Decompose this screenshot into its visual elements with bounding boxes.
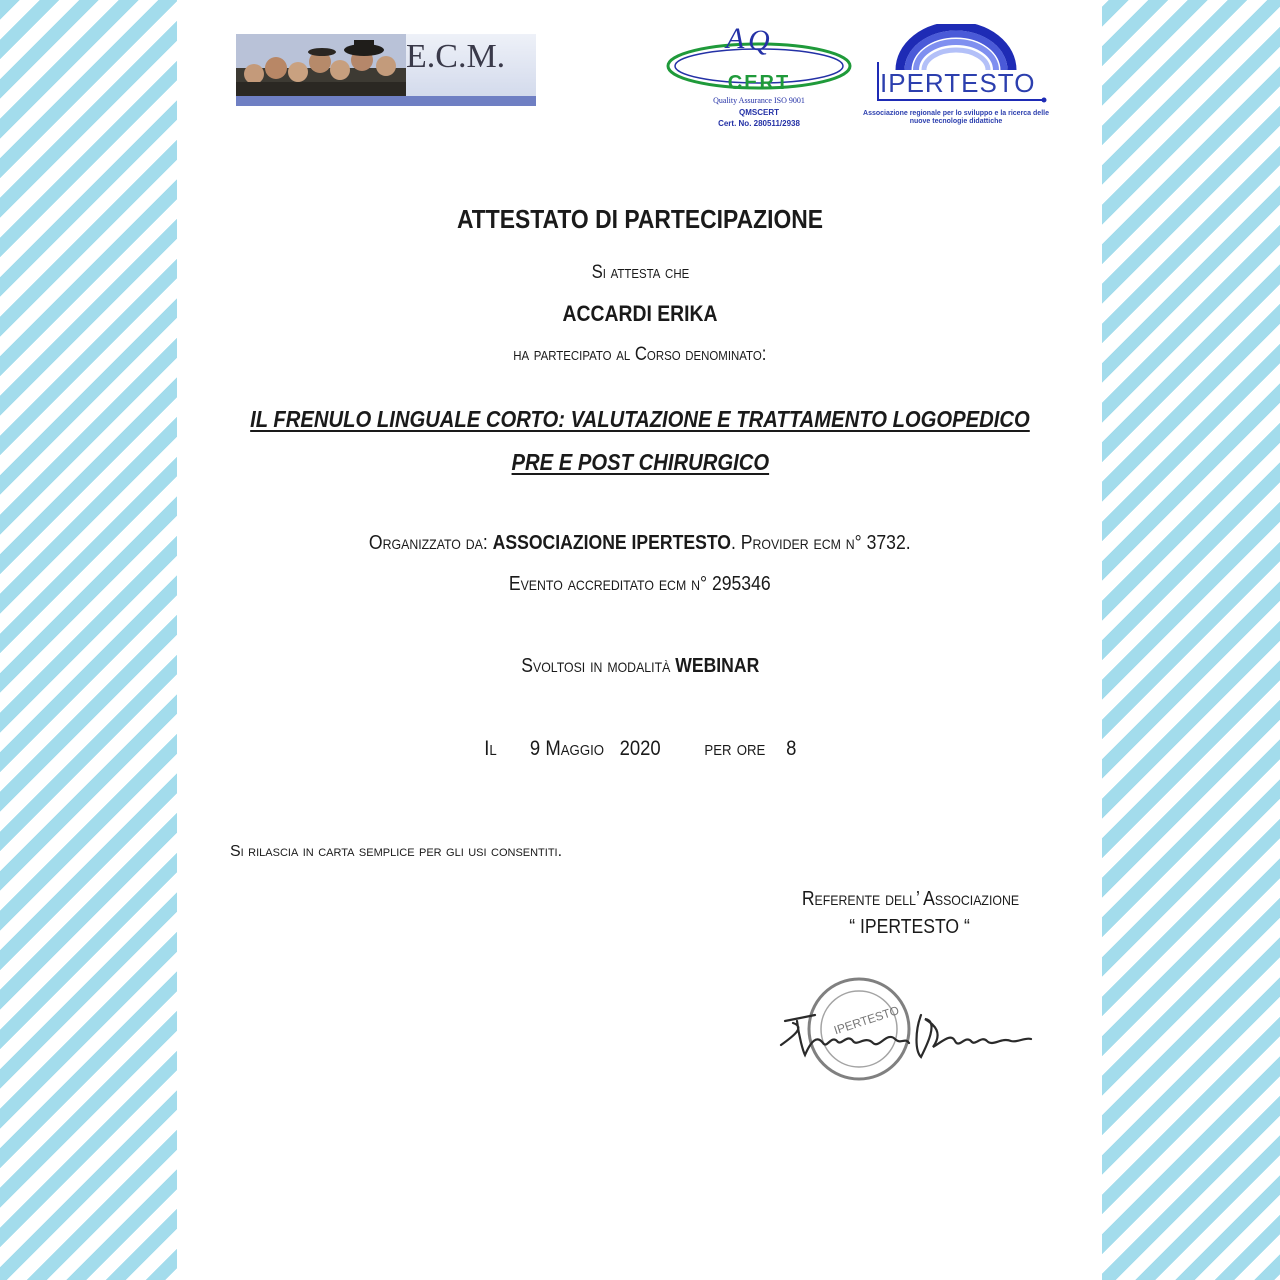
event-label: Evento accreditato ecm n° bbox=[509, 573, 708, 595]
course-title-line2: PRE E POST CHIRURGICO bbox=[511, 449, 769, 475]
participated-line: ha partecipato al Corso denominato: bbox=[513, 344, 767, 365]
svg-text:A: A bbox=[726, 22, 745, 55]
organizer-name: ASSOCIAZIONE IPERTESTO bbox=[492, 532, 732, 554]
event-line bbox=[0, 573, 1280, 596]
ipertesto-logo bbox=[852, 24, 1057, 132]
ipertesto-logo-tagline: Associazione regionale per lo sviluppo e la ricerca delle nuove tecnologie didattiche bbox=[863, 110, 1049, 125]
date-month: Maggio bbox=[544, 737, 604, 760]
mode-label: Svoltosi in modalità bbox=[520, 655, 671, 677]
qcert-line2: QMSCERT bbox=[739, 108, 779, 117]
hours-label: per ore bbox=[704, 737, 765, 760]
qcert-line3: Cert. No. 280511/2938 bbox=[718, 119, 800, 128]
stamp-text: IPERTESTO bbox=[832, 1003, 901, 1038]
qcert-line1: Quality Assurance ISO 9001 bbox=[713, 96, 805, 105]
referent-line1: Referente dell’ Associazione bbox=[801, 888, 1019, 910]
hours-value: 8 bbox=[785, 737, 797, 760]
certificate-title: ATTESTATO DI PARTECIPAZIONE bbox=[456, 204, 824, 234]
date-year: 2020 bbox=[619, 737, 661, 760]
svg-text:Q: Q bbox=[748, 24, 770, 57]
signature-stamp bbox=[775, 975, 1035, 1095]
provider-label: . Provider ecm n° bbox=[731, 532, 862, 554]
date-prefix: Il bbox=[483, 737, 497, 760]
organizer-line bbox=[0, 532, 1280, 555]
ecm-logo-text: E.C.M. bbox=[406, 38, 506, 75]
release-note: Si rilascia in carta semplice per gli usi consentiti. bbox=[230, 843, 563, 860]
participant-name: ACCARDI ERIKA bbox=[562, 301, 718, 326]
ecm-logo-bar bbox=[236, 96, 536, 106]
course-title-line1: IL FRENULO LINGUALE CORTO: VALUTAZIONE E TRATTAMENTO LOGOPEDICO bbox=[250, 406, 1030, 432]
date-day: 9 bbox=[529, 737, 540, 760]
provider-number: 3732. bbox=[866, 532, 911, 554]
date-line bbox=[0, 737, 1280, 761]
mode-line bbox=[0, 655, 1280, 678]
qcert-logo bbox=[664, 14, 854, 132]
attests-line: Si attesta che bbox=[591, 262, 689, 283]
event-number: 295346 bbox=[712, 573, 771, 595]
ecm-logo bbox=[236, 34, 536, 106]
ipertesto-logo-name: IPERTESTO bbox=[880, 68, 1036, 98]
qcert-mark: CERT bbox=[727, 72, 791, 94]
organized-label: Organizzato da: bbox=[369, 532, 488, 554]
referent-line2: “ IPERTESTO “ bbox=[849, 916, 971, 938]
mode-value: WEBINAR bbox=[674, 655, 760, 677]
